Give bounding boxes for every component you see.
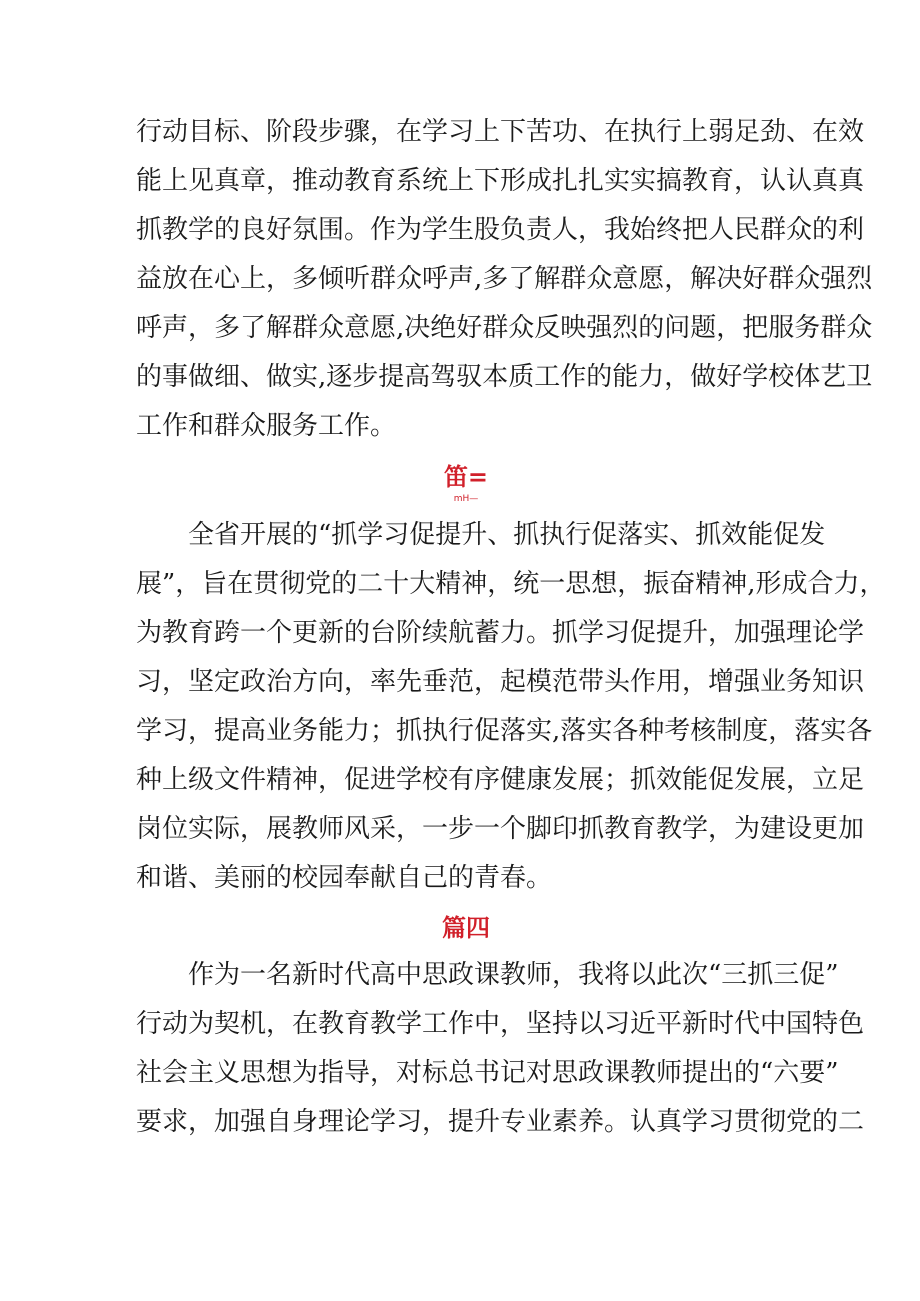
text-line: 为教育跨一个更新的台阶续航蓄力。抓学习促提升，加强理论学: [136, 618, 865, 648]
paragraph-section-c: [136, 951, 865, 1147]
document-body: [136, 108, 886, 1147]
section-subheading: mH—: [453, 494, 479, 504]
text-line: 行动目标、阶段步骤，在学习上下苦功、在执行上弱足劲、在效: [136, 117, 865, 147]
text-line: 行动为契机，在教育教学工作中，坚持以习近平新时代中国特色: [136, 1009, 865, 1039]
text-line: 全省开展的“抓学习促提升、抓执行促落实、抓效能促发: [188, 520, 826, 550]
text-line: 要求，加强自身理论学习，提升专业素养。认真学习贯彻党的二: [136, 1107, 865, 1137]
text-line: 学习，提高业务能力；抓执行促落实,落实各种考核制度，落实各: [136, 716, 873, 746]
text-line: 作为一名新时代高中思政课教师，我将以此次“三抓三促”: [188, 960, 839, 990]
text-line: 习，坚定政治方向，率先垂范，起模范带头作用，增强业务知识: [136, 667, 865, 697]
paragraph-section-b: [136, 511, 886, 903]
text-line: 工作和群众服务工作。: [136, 411, 397, 441]
section-heading: 篇四: [442, 914, 490, 942]
text-line: 益放在心上，多倾听群众呼声,多了解群众意愿，解决好群众强烈: [136, 264, 873, 294]
text-line: 种上级文件精神，促进学校有序健康发展；抓效能促发展，立足: [136, 765, 865, 795]
text-line: 岗位实际，展教师风采，一步一个脚印抓教育教学，为建设更加: [136, 814, 865, 844]
text-line: 展”，旨在贯彻党的二十大精神，统一思想，振奋精神,形成合力，: [136, 569, 886, 599]
section-heading: 笛=: [443, 463, 489, 491]
text-line: 呼声，多了解群众意愿,决绝好群众反映强烈的问题，把服务群众: [136, 313, 873, 343]
text-line: 和谐、美丽的校园奉献自己的青春。: [136, 863, 553, 893]
paragraph-continued: [136, 108, 873, 451]
text-line: 抓教学的良好氛围。作为学生股负责人，我始终把人民群众的利: [136, 215, 865, 245]
text-line: 能上见真章，推动教育系统上下形成扎扎实实搞教育，认认真真: [136, 166, 865, 196]
text-line: 的事做细、做实,逐步提高驾驭本质工作的能力，做好学校体艺卫: [136, 362, 873, 392]
text-line: 社会主义思想为指导，对标总书记对思政课教师提出的“六要”: [136, 1058, 839, 1088]
